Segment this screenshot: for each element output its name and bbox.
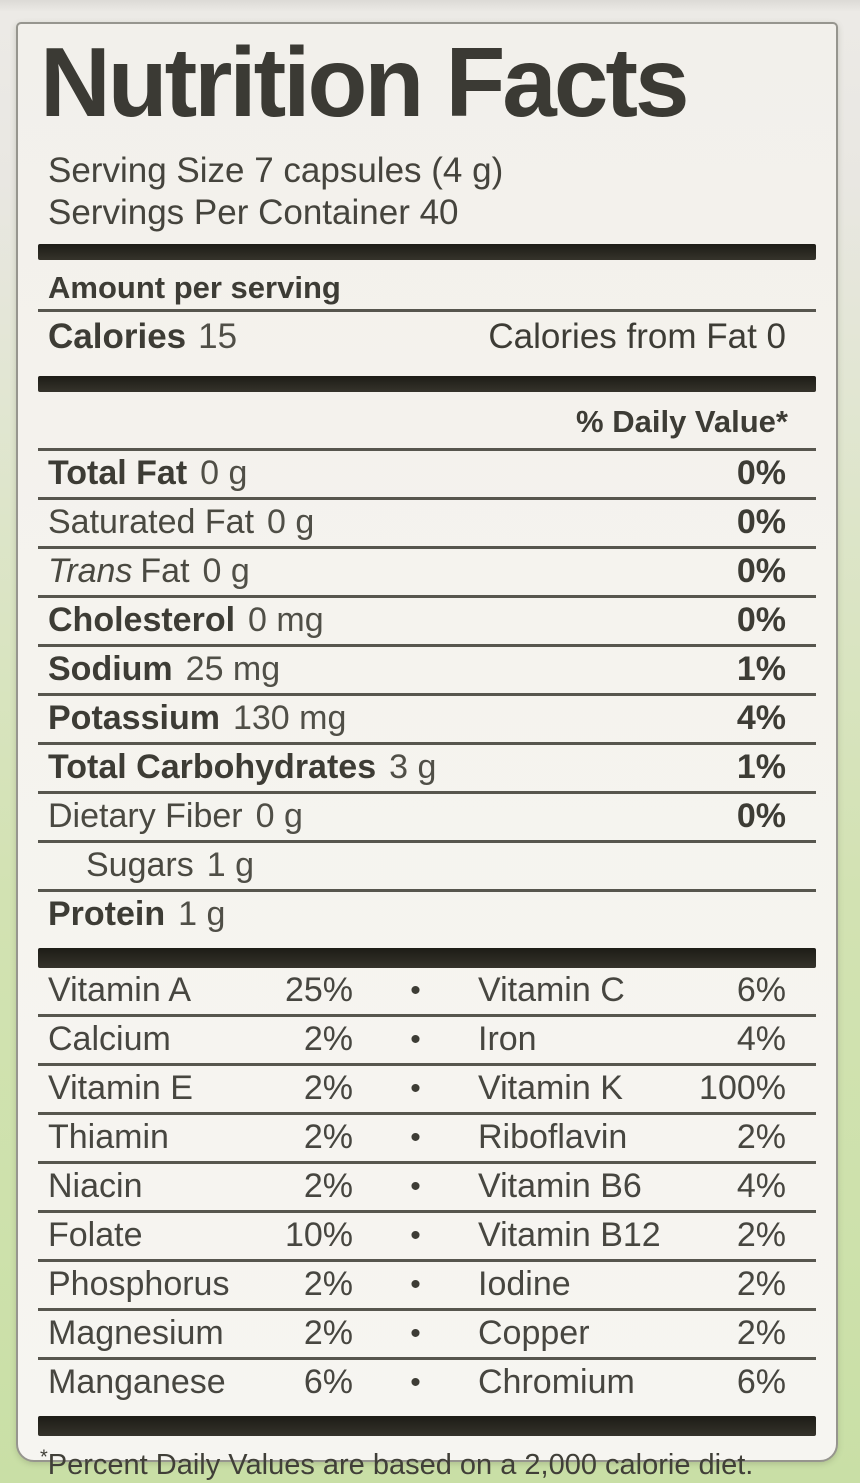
- micronutrient-row-calcium-iron: [38, 1017, 816, 1066]
- nutrient-row-trans-fat: [38, 549, 816, 598]
- divider-bar: [38, 948, 816, 968]
- nutrient-row-total-fat: [38, 451, 816, 500]
- micro-left-pct: 2%: [303, 1314, 353, 1353]
- micro-right-pct: 6%: [736, 971, 786, 1010]
- bullet-separator: •: [410, 1071, 421, 1105]
- micro-left-pct: 2%: [303, 1069, 353, 1108]
- micro-left-pct: 25%: [284, 971, 353, 1010]
- calories-value: 15: [198, 316, 238, 356]
- nutrient-amount: 130 mg: [232, 699, 347, 738]
- nutrient-amount: 1 g: [206, 846, 254, 885]
- daily-value-header: % Daily Value*: [576, 403, 788, 439]
- micro-left-name: Phosphorus: [48, 1265, 230, 1304]
- bullet-separator: •: [410, 973, 421, 1007]
- footnote: [38, 1436, 816, 1482]
- micro-right-name: Iodine: [478, 1265, 571, 1304]
- nutrient-dv: 1%: [736, 650, 786, 689]
- micronutrient-row-niacin-b6: [38, 1164, 816, 1213]
- nutrient-dv: 0%: [736, 454, 786, 493]
- nutrient-name: Saturated Fat: [48, 503, 255, 542]
- micro-left-name: Calcium: [48, 1020, 171, 1059]
- nutrient-name: Cholesterol: [48, 601, 236, 640]
- nutrient-name: Total Carbohydrates: [48, 748, 377, 787]
- micro-left-pct: 2%: [303, 1265, 353, 1304]
- nutrient-row-potassium: [38, 696, 816, 745]
- micronutrient-row-thiamin-riboflavin: [38, 1115, 816, 1164]
- nutrient-dv: 0%: [736, 601, 786, 640]
- nutrient-name: Sugars: [86, 846, 194, 885]
- micronutrient-row-manganese-chromium: [38, 1360, 816, 1406]
- micro-right-pct: 4%: [736, 1020, 786, 1059]
- bullet-separator: •: [410, 1267, 421, 1301]
- nutrient-amount: 1 g: [178, 895, 226, 934]
- nutrient-name: Total Fat: [48, 454, 188, 493]
- micronutrient-row-magnesium-copper: [38, 1311, 816, 1360]
- micro-left-name: Manganese: [48, 1363, 226, 1402]
- micro-right-name: Chromium: [478, 1363, 635, 1402]
- nutrient-name: Potassium: [48, 699, 220, 738]
- serving-info: [38, 150, 816, 234]
- label-title: Nutrition Facts: [40, 27, 687, 137]
- bullet-separator: •: [410, 1120, 421, 1154]
- bullet-separator: •: [410, 1365, 421, 1399]
- calories-from-fat: Calories from Fat 0: [488, 316, 786, 356]
- micro-right-name: Riboflavin: [478, 1118, 628, 1157]
- nutrition-facts-label: [16, 22, 838, 1481]
- calories-label: Calories: [48, 316, 187, 356]
- serving-size: Serving Size 7 capsules (4 g): [48, 150, 504, 190]
- micronutrient-table: [38, 968, 816, 1406]
- micro-right-name: Vitamin C: [478, 971, 625, 1010]
- divider-bar: [38, 376, 816, 392]
- nutrient-amount: 0 mg: [248, 601, 324, 640]
- nutrient-dv: 0%: [736, 503, 786, 542]
- micro-right-pct: 100%: [699, 1069, 786, 1108]
- micro-right-name: Iron: [478, 1020, 537, 1059]
- divider-bar: [38, 1416, 816, 1436]
- nutrient-row-total-carbohydrates: [38, 745, 816, 794]
- nutrient-row-cholesterol: [38, 598, 816, 647]
- nutrient-row-saturated-fat: [38, 500, 816, 549]
- micro-right-name: Copper: [478, 1314, 590, 1353]
- nutrient-row-dietary-fiber: [38, 794, 816, 843]
- micro-left-pct: 2%: [303, 1118, 353, 1157]
- micro-right-pct: 2%: [736, 1118, 786, 1157]
- micro-left-pct: 2%: [303, 1020, 353, 1059]
- calories-row: [38, 312, 816, 366]
- micro-left-name: Vitamin E: [48, 1069, 193, 1108]
- nutrient-amount: 0 g: [200, 454, 248, 493]
- nutrient-amount: 0 g: [267, 503, 315, 542]
- micro-right-name: Vitamin K: [478, 1069, 623, 1108]
- micro-left-pct: 2%: [303, 1167, 353, 1206]
- micro-left-name: Vitamin A: [48, 971, 192, 1010]
- micro-left-name: Niacin: [48, 1167, 143, 1206]
- micro-left-name: Thiamin: [48, 1118, 169, 1157]
- nutrient-amount: 3 g: [389, 748, 437, 787]
- nutrient-dv: 0%: [736, 797, 786, 836]
- micro-right-name: Vitamin B6: [478, 1167, 642, 1206]
- nutrient-dv: 4%: [736, 699, 786, 738]
- servings-per-container: Servings Per Container 40: [48, 192, 459, 232]
- micro-right-pct: 2%: [736, 1314, 786, 1353]
- micro-right-pct: 2%: [736, 1265, 786, 1304]
- nutrient-amount: 0 g: [202, 552, 250, 591]
- amount-per-serving-heading: Amount per serving: [48, 269, 341, 305]
- micronutrient-row-phosphorus-iodine: [38, 1262, 816, 1311]
- micro-left-name: Magnesium: [48, 1314, 224, 1353]
- bullet-separator: •: [410, 1218, 421, 1252]
- nutrient-name-italic: Trans: [48, 552, 133, 591]
- footnote-text: Percent Daily Values are based on a 2,000 calorie diet.: [47, 1448, 754, 1481]
- nutrient-amount: 0 g: [255, 797, 303, 836]
- bullet-separator: •: [410, 1022, 421, 1056]
- micro-right-pct: 2%: [736, 1216, 786, 1255]
- nutrient-dv: 0%: [736, 552, 786, 591]
- nutrient-name: Dietary Fiber: [48, 797, 243, 836]
- micro-right-name: Vitamin B12: [478, 1216, 661, 1255]
- nutrient-amount: 25 mg: [185, 650, 281, 689]
- micronutrient-row-vitamin-e-k: [38, 1066, 816, 1115]
- micro-left-name: Folate: [48, 1216, 143, 1255]
- footnote-asterisk: *: [40, 1446, 48, 1469]
- nutrient-table: [38, 451, 816, 938]
- micro-right-pct: 6%: [736, 1363, 786, 1402]
- nutrient-name: Fat: [140, 552, 190, 591]
- micro-left-pct: 10%: [284, 1216, 353, 1255]
- nutrient-row-sugars: [38, 843, 816, 892]
- micro-right-pct: 4%: [736, 1167, 786, 1206]
- nutrient-row-sodium: [38, 647, 816, 696]
- micronutrient-row-folate-b12: [38, 1213, 816, 1262]
- bullet-separator: •: [410, 1316, 421, 1350]
- divider-bar: [38, 244, 816, 260]
- calories: [48, 317, 237, 357]
- nutrient-name: Sodium: [48, 650, 173, 689]
- nutrient-row-protein: [38, 892, 816, 938]
- bullet-separator: •: [410, 1169, 421, 1203]
- micro-left-pct: 6%: [303, 1363, 353, 1402]
- micronutrient-row-vitamin-a-c: [38, 968, 816, 1017]
- nutrient-name: Protein: [48, 895, 166, 934]
- nutrient-dv: 1%: [736, 748, 786, 787]
